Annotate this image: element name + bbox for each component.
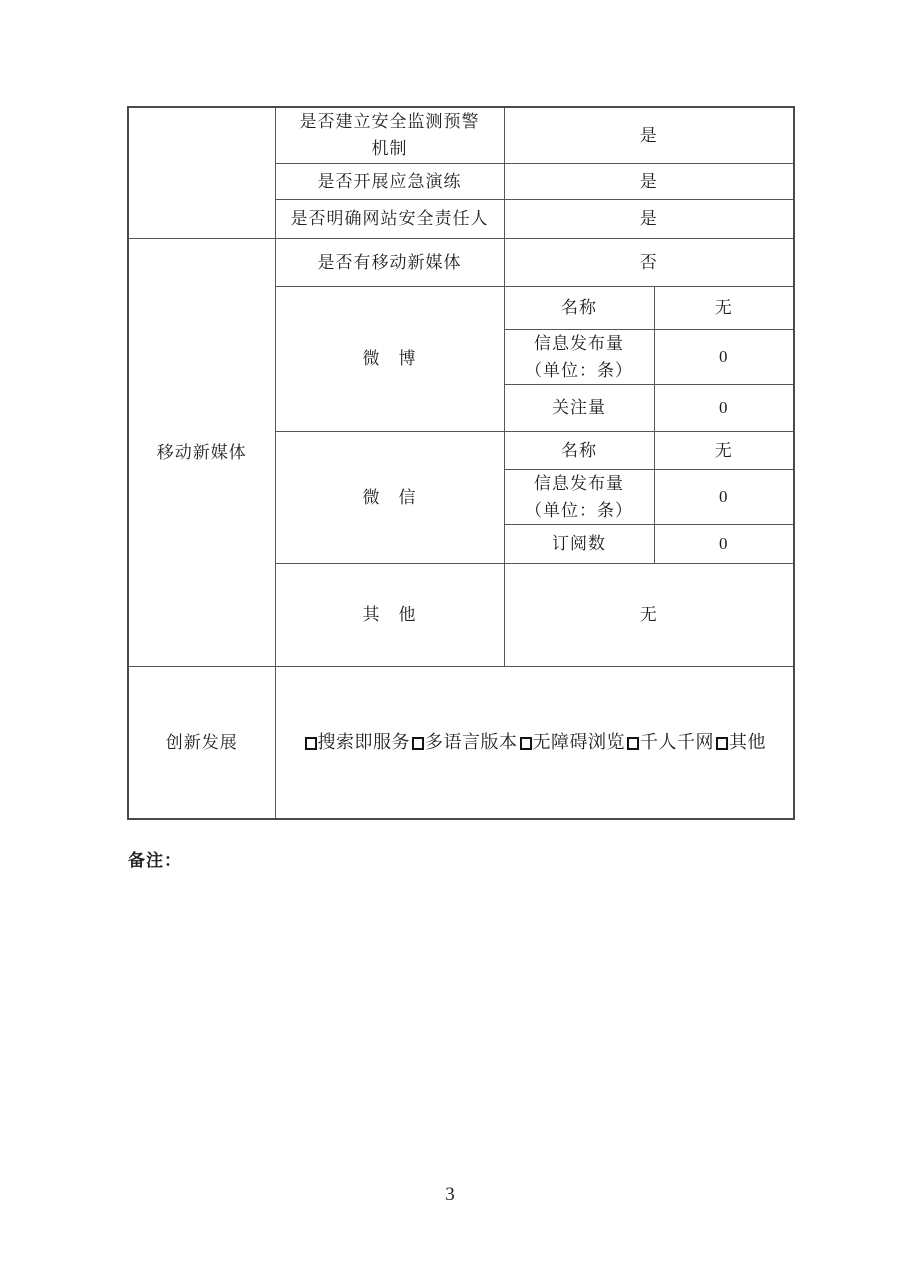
answer-cell: 是 [504, 163, 794, 199]
checkbox-item [303, 732, 411, 752]
answer-cell: 是 [504, 107, 794, 163]
security-section-cell-empty [128, 107, 275, 238]
checkbox-item [518, 732, 626, 752]
checkbox-label: 无障碍浏览 [532, 731, 625, 752]
field-label-line: （单位：条） [525, 500, 633, 520]
other-media-value-cell: 无 [504, 563, 794, 666]
field-label-cell: 订阅数 [504, 524, 654, 563]
checkbox-icon [305, 737, 317, 750]
field-value-cell: 0 [654, 524, 794, 563]
field-label-line: 信息发布量 [534, 333, 624, 353]
checkbox-icon [627, 737, 639, 750]
checkbox-item [410, 732, 518, 752]
checkbox-label: 其他 [729, 731, 766, 752]
field-label-cell: 名称 [504, 431, 654, 469]
question-line: 机制 [371, 139, 408, 159]
field-value-cell: 无 [654, 286, 794, 329]
table-row [128, 238, 794, 286]
field-label-line: （单位：条） [525, 360, 633, 380]
wechat-label-cell: 微 信 [275, 431, 504, 563]
answer-cell: 否 [504, 238, 794, 286]
field-label-cell [504, 469, 654, 524]
checkbox-item [714, 732, 766, 752]
answer-cell: 是 [504, 199, 794, 238]
checkbox-icon [520, 737, 532, 750]
annual-report-table [127, 106, 795, 820]
checkbox-label: 千人千网 [640, 731, 714, 752]
question-label-cell: 是否明确网站安全责任人 [275, 199, 504, 238]
question-line: 是否建立安全监测预警 [299, 112, 480, 132]
field-label-cell [504, 329, 654, 384]
field-value-cell: 0 [654, 329, 794, 384]
field-label-line: 信息发布量 [534, 473, 624, 493]
other-media-label-cell: 其 他 [275, 563, 504, 666]
innovation-checkbox-line [303, 732, 767, 752]
question-label-cell [275, 107, 504, 163]
checkbox-icon [716, 737, 728, 750]
field-value-cell: 无 [654, 431, 794, 469]
innovation-options-cell [275, 666, 794, 819]
checkbox-label: 搜索即服务 [317, 731, 410, 752]
field-value-cell: 0 [654, 384, 794, 431]
question-label-cell: 是否开展应急演练 [275, 163, 504, 199]
table-row [128, 666, 794, 819]
checkbox-icon [412, 737, 424, 750]
remark-label: 备注： [128, 851, 182, 870]
field-label-cell: 名称 [504, 286, 654, 329]
checkbox-item [625, 732, 714, 752]
mobile-media-section-label: 移动新媒体 [128, 238, 275, 666]
field-value-cell: 0 [654, 469, 794, 524]
page-number: 3 [445, 1184, 455, 1205]
checkbox-label: 多语言版本 [425, 731, 518, 752]
table-row [128, 107, 794, 163]
weibo-label-cell: 微 博 [275, 286, 504, 431]
field-label-cell: 关注量 [504, 384, 654, 431]
question-label-cell: 是否有移动新媒体 [275, 238, 504, 286]
innovation-section-label: 创新发展 [128, 666, 275, 819]
